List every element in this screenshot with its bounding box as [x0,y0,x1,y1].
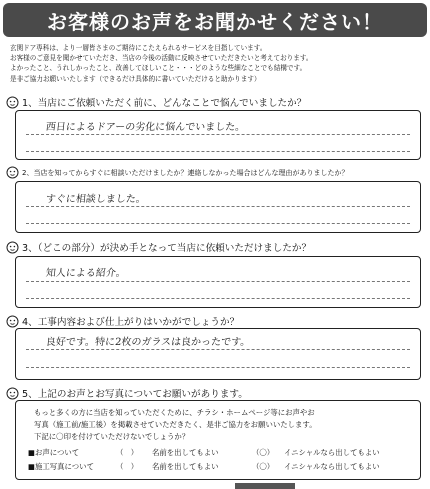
permission-line: もっと多くの方に当店を知っていただくために、チラシ・ホームページ等にお声やお [34,408,315,417]
person-face-icon [6,315,19,328]
handwritten-answer: 知人による紹介。 [45,268,127,279]
permission-line: 下記に〇印を付けていただけないでしょうか？ [34,432,190,441]
intro-text [10,43,422,84]
intro-line: よかったこと、うれしかったこと、改善してほしいこと・・・どのような些細なことでも結構です。 [10,64,307,73]
photo-permission-row [28,461,380,472]
question-label: 2、当店を知ってからすぐに相談いただけましたか？連絡しなかった場合はどんな理由がありましたか？ [22,168,349,177]
answer-rule [26,349,410,350]
question-2 [6,166,348,179]
person-face-icon [6,241,19,254]
answer-box-3 [15,256,421,308]
name-option-text: 名前を出してもよい [152,462,219,471]
handwritten-answer: 良好です。特に2枚のガラスは良かったです。 [45,337,251,348]
answer-rule [26,206,410,207]
question-4 [6,314,239,328]
intro-line: 是非ご協力お願いいたします（できるだけ具体的に書いていただけると助かります） [10,74,261,83]
name-choice[interactable]: （ ） [116,462,139,471]
question-label: 4、工事内容および仕上がりはいかがでしょうか？ [22,317,240,328]
option-label: ■施工写真について [28,462,94,471]
handwritten-answer: すぐに相談しました。 [45,194,147,205]
answer-box-1 [15,110,421,160]
answer-rule [26,281,410,282]
answer-rule [26,223,410,224]
name-choice[interactable]: （ ） [116,448,139,457]
initial-choice[interactable]: （〇） [252,448,275,457]
person-face-icon [6,387,19,400]
answer-rule [26,367,410,368]
survey-banner [3,3,427,37]
voice-permission-row [28,447,380,458]
option-label: ■お声について [28,448,80,457]
initial-option-text: イニシャルなら出してもよい [284,448,380,457]
question-label: 1、当店にご依頼いただく前に、どんなことで悩んでいましたか？ [22,98,307,109]
photo-permission-box [15,400,421,480]
name-option-text: 名前を出してもよい [152,448,219,457]
permission-line: 写真（施工前/施工後）を掲載させていただきたく、是非ご協力をお願いいたします。 [34,420,317,429]
answer-box-4 [15,328,421,380]
question-5 [6,386,248,400]
person-face-icon [6,166,19,179]
footer-strip [235,483,295,489]
handwritten-answer: 西日によるドアーの劣化に悩んでいました。 [45,122,246,133]
answer-rule [26,134,410,135]
intro-line: 玄関ドア専科は、より一層皆さまのご期待にこたえられるサービスを目指しています。 [10,44,267,52]
initial-choice[interactable]: （〇） [252,462,275,471]
initial-option-text: イニシャルなら出してもよい [284,462,380,471]
answer-rule [26,298,410,299]
answer-box-2 [15,181,421,233]
intro-line: お客様のご意見を聞かせていただき、当店の今後の活動に反映させていただきたいと考えております。 [10,54,313,63]
person-face-icon [6,96,19,109]
question-label: 5、上記のお声とお写真についてお願いがあります。 [22,389,248,400]
answer-rule [26,151,410,152]
banner-title: お客様のお声をお聞かせください！ [47,9,383,34]
question-3 [6,240,311,254]
question-label: 3、（どこの部分）が決め手となって当店に依頼いただけましたか？ [22,243,312,254]
question-1 [6,95,306,109]
